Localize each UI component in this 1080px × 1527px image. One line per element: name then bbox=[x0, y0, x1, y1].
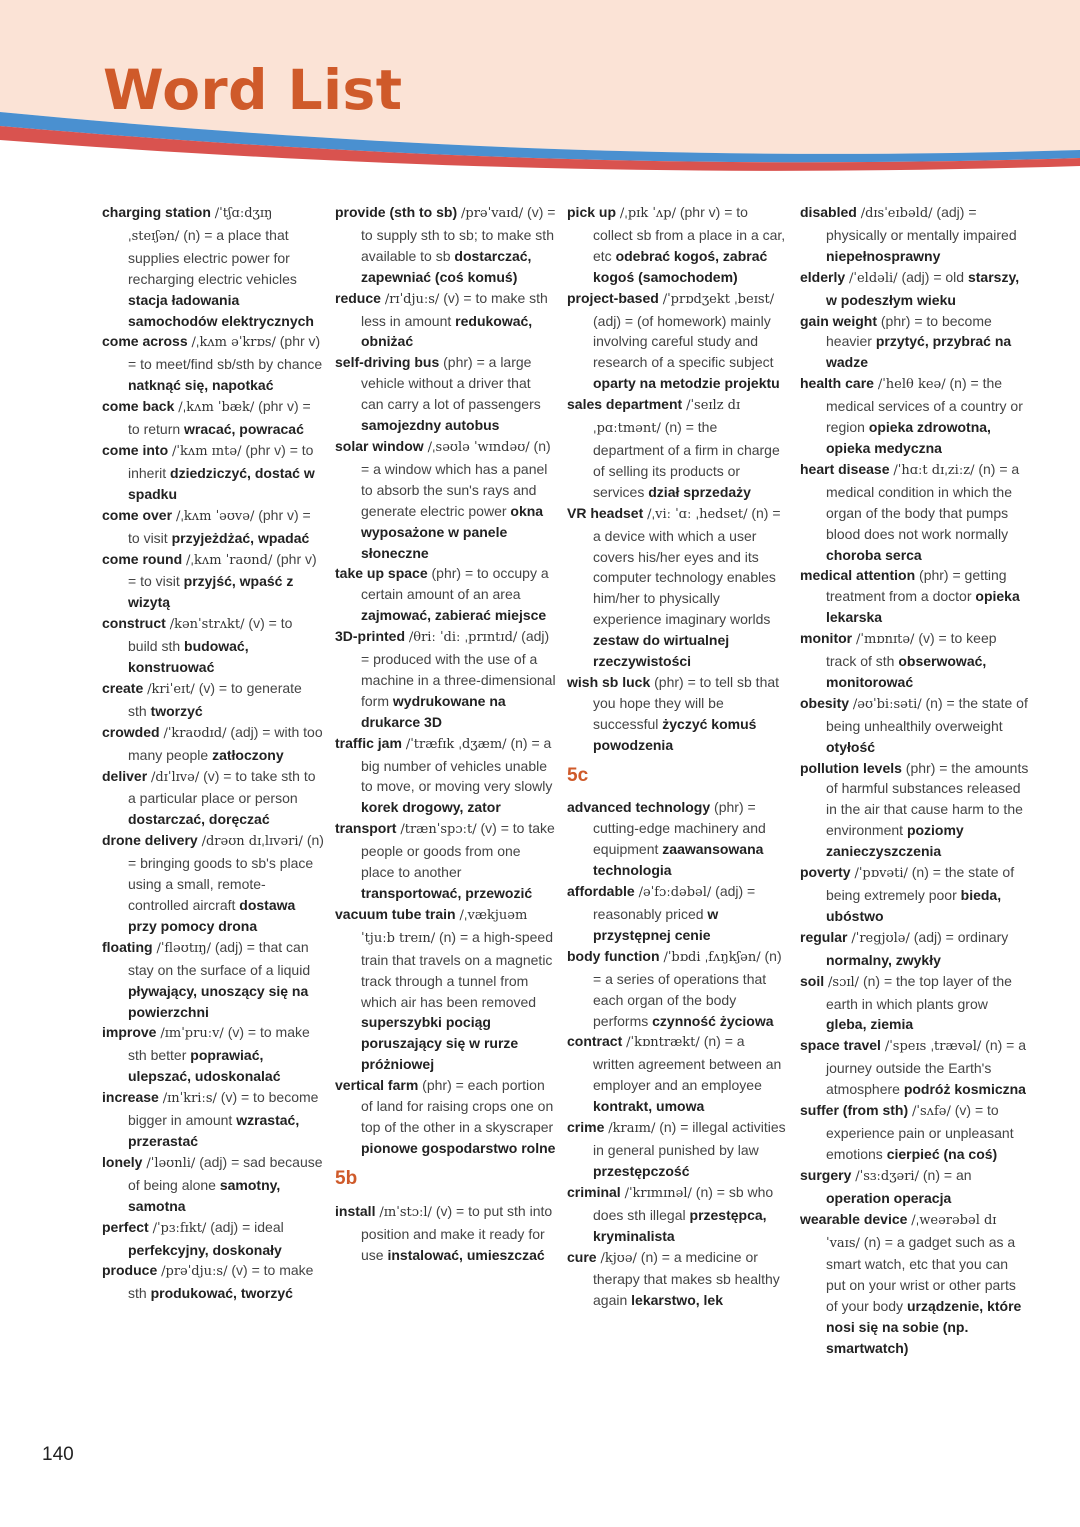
translation: życzyć komuś powodzenia bbox=[593, 715, 757, 753]
definition: (v) = to take people or goods from one place to another bbox=[361, 820, 555, 881]
word-entry bbox=[567, 394, 789, 503]
phonetic: /ˌkʌm əˈkrɒs/ bbox=[191, 335, 276, 351]
definition: (adj) = sad because of being alone bbox=[128, 1153, 323, 1193]
phonetic: /əʊˈbiːsəti/ bbox=[852, 696, 922, 712]
phonetic: /ˌsəʊlə ˈwɪndəʊ/ bbox=[427, 439, 530, 455]
headword: project-based bbox=[567, 289, 659, 306]
definition: (phr) = a large vehicle without a driver that can carry a lot of passengers bbox=[361, 354, 541, 413]
phonetic: /ˌkʌm ˈraʊnd/ bbox=[186, 552, 273, 568]
definition: (adj) = physically or mentally impaired bbox=[826, 204, 1017, 243]
definition: (adj) = (of homework) mainly involving careful study and research of a specific subject bbox=[593, 312, 774, 371]
column-3 bbox=[567, 202, 789, 1311]
word-entry bbox=[567, 288, 789, 395]
headword: reduce bbox=[335, 289, 381, 306]
definition: (n) = the state of being extremely poor bbox=[826, 864, 1015, 903]
word-entry bbox=[800, 1100, 1030, 1165]
word-entry bbox=[567, 1247, 789, 1312]
definition: (n) = a gadget such as a smart watch, etc that you can put on your wrist or other parts of your body bbox=[826, 1233, 1016, 1315]
word-entry bbox=[567, 202, 789, 288]
phonetic: /drəʊn dɪˌlɪvəri/ bbox=[201, 834, 303, 850]
headword: advanced technology bbox=[567, 799, 711, 816]
headword: heart disease bbox=[800, 460, 890, 477]
headword: wearable device bbox=[800, 1210, 908, 1227]
word-entry bbox=[800, 459, 1030, 566]
translation: czynność życiowa bbox=[652, 1012, 774, 1029]
phonetic: /ɪmˈpruːv/ bbox=[160, 1026, 224, 1042]
phonetic: /prəˈdjuːs/ bbox=[161, 1264, 228, 1280]
translation: wracać, powracać bbox=[184, 421, 304, 438]
phonetic: /dɪˈlɪvə/ bbox=[151, 769, 200, 785]
word-entry bbox=[102, 1022, 324, 1087]
translation: odebrać kogoś, zabrać kogoś (samochodem) bbox=[593, 247, 768, 285]
translation: wzrastać, przerastać bbox=[128, 1112, 300, 1149]
headword: traffic jam bbox=[335, 734, 402, 751]
phonetic: /ˈkraʊdɪd/ bbox=[163, 725, 227, 741]
definition: (adj) = that can stay on the surface of a liquid bbox=[128, 938, 311, 978]
word-entry bbox=[335, 436, 557, 563]
phonetic: /ˌpɪk ˈʌp/ bbox=[619, 206, 676, 221]
word-entry bbox=[567, 797, 789, 881]
translation: opieka zdrowotna, opieka medyczna bbox=[826, 419, 991, 456]
translation: dostawa przy pomocy drona bbox=[128, 897, 296, 934]
translation: dział sprzedaży bbox=[648, 483, 751, 500]
definition: (phr v) = to collect sb from a place in a car, etc bbox=[593, 204, 786, 264]
page-title: Word List bbox=[103, 58, 403, 122]
headword: come round bbox=[102, 550, 183, 567]
translation: redukować, obniżać bbox=[361, 312, 533, 350]
translation: zestaw do wirtualnej rzeczywistości bbox=[593, 632, 730, 670]
headword: affordable bbox=[567, 883, 635, 900]
word-entry bbox=[335, 626, 557, 733]
word-entry bbox=[335, 288, 557, 353]
column-4 bbox=[800, 202, 1030, 1359]
headword: obesity bbox=[800, 694, 850, 711]
word-entry bbox=[335, 904, 557, 1075]
headword: self-driving bus bbox=[335, 354, 440, 371]
word-entry bbox=[800, 971, 1030, 1036]
definition: (v) = to build sth bbox=[128, 615, 293, 655]
headword: lonely bbox=[102, 1153, 143, 1170]
headword: criminal bbox=[567, 1183, 621, 1200]
definition: (n) = a big number of vehicles unable to move, or moving very slowly bbox=[361, 734, 553, 795]
headword: pollution levels bbox=[800, 759, 902, 776]
phonetic: /ˈeldəli/ bbox=[849, 270, 898, 286]
phonetic: /ˈpɜːfɪkt/ bbox=[152, 1220, 207, 1236]
phonetic: /ˈləʊnli/ bbox=[146, 1155, 196, 1171]
translation: obserwować, monitorować bbox=[826, 653, 987, 690]
translation: bieda, ubóstwo bbox=[826, 887, 1002, 924]
word-entry bbox=[567, 503, 789, 672]
phonetic: /ˈtʃɑːdʒɪŋ ˌsteɪʃən/ bbox=[128, 206, 273, 244]
word-entry bbox=[102, 1217, 324, 1261]
phonetic: /ˈseɪlz dɪˌpɑːtmənt/ bbox=[593, 398, 741, 437]
word-entry bbox=[102, 1260, 324, 1304]
headword: sales department bbox=[567, 396, 683, 413]
headword: construct bbox=[102, 615, 166, 632]
word-entry bbox=[102, 396, 324, 440]
phonetic: /əˈfɔːdəbəl/ bbox=[638, 885, 712, 901]
definition: (phr v) = to inherit bbox=[128, 441, 314, 481]
translation: samotny, samotna bbox=[128, 1176, 281, 1214]
headword: transport bbox=[335, 820, 397, 837]
definition: (v) = to put sth into position and make it ready for use bbox=[361, 1202, 553, 1263]
word-entry bbox=[800, 373, 1030, 459]
word-entry bbox=[335, 563, 557, 626]
translation: przestępca, kryminalista bbox=[593, 1206, 767, 1244]
definition: (n) = a journey outside the Earth's atmosphere bbox=[826, 1037, 1027, 1098]
translation: poprawiać, ulepszać, udoskonalać bbox=[128, 1047, 281, 1085]
definition: (n) = sb who does sth illegal bbox=[593, 1183, 774, 1223]
headword: suffer (from sth) bbox=[800, 1102, 909, 1119]
definition: (n) = a window which has a panel to absorb the sun's rays and generate electric power bbox=[361, 437, 551, 519]
definition: (n) = a high-speed train that travels on a magnetic track through a tunnel from which air has been removed bbox=[361, 928, 553, 1010]
word-entry bbox=[800, 628, 1030, 693]
translation: tworzyć bbox=[150, 702, 203, 719]
column-2 bbox=[335, 202, 557, 1265]
translation: cierpieć (na coś) bbox=[886, 1145, 998, 1162]
translation: w przystępnej cenie bbox=[593, 906, 719, 943]
word-entry bbox=[567, 672, 789, 756]
headword: space travel bbox=[800, 1037, 881, 1054]
headword: produce bbox=[102, 1262, 158, 1279]
word-entry bbox=[335, 1201, 557, 1266]
phonetic: /sɔɪl/ bbox=[828, 974, 860, 990]
word-entry bbox=[102, 1087, 324, 1152]
phonetic: /ˌkʌm ˈəʊvə/ bbox=[175, 508, 255, 524]
headword: come over bbox=[102, 506, 173, 523]
phonetic: /dɪsˈeɪbəld/ bbox=[860, 206, 933, 221]
headword: poverty bbox=[800, 864, 851, 881]
headword: crime bbox=[567, 1119, 605, 1136]
word-entry bbox=[800, 1165, 1030, 1209]
word-entry bbox=[335, 352, 557, 436]
word-entry bbox=[102, 678, 324, 722]
definition: (v) = to generate sth bbox=[128, 679, 302, 719]
word-entry bbox=[102, 766, 324, 831]
translation: starszy, w podeszłym wieku bbox=[826, 268, 1020, 308]
word-entry bbox=[800, 1209, 1030, 1359]
definition: (n) = the top layer of the earth in which plants grow bbox=[826, 972, 1012, 1012]
word-entry bbox=[800, 267, 1030, 311]
word-entry bbox=[800, 565, 1030, 628]
word-entry bbox=[800, 758, 1030, 863]
word-entry bbox=[102, 331, 324, 396]
phonetic: /trænˈspɔːt/ bbox=[400, 822, 477, 838]
translation: przyjeżdżać, wpadać bbox=[171, 529, 310, 546]
headword: drone delivery bbox=[102, 832, 198, 849]
definition: (adj) = reasonably priced bbox=[593, 883, 756, 922]
phonetic: /ˈfləʊtɪŋ/ bbox=[156, 940, 211, 956]
headword: charging station bbox=[102, 204, 211, 220]
phonetic: /ˈkʌm ɪntə/ bbox=[172, 443, 242, 459]
headword: crowded bbox=[102, 723, 160, 740]
translation: lekarstwo, lek bbox=[631, 1292, 723, 1309]
phonetic: /ˌkʌm ˈbæk/ bbox=[178, 400, 255, 416]
translation: gleba, ziemia bbox=[826, 1016, 914, 1033]
headword: gain weight bbox=[800, 312, 877, 329]
definition: (n) = a medicine or therapy that makes sb healthy again bbox=[593, 1248, 780, 1309]
translation: transportować, przewozić bbox=[361, 885, 533, 901]
phonetic: /ˈbɒdi ˌfʌŋkʃən/ bbox=[663, 949, 761, 965]
definition: (v) = to take sth to a particular place or person bbox=[128, 767, 316, 807]
word-entry bbox=[800, 927, 1030, 971]
word-entry bbox=[567, 1031, 789, 1117]
definition: (adj) = produced with the use of a machine in a three-dimensional form bbox=[361, 628, 556, 709]
phonetic: /ˈsɜːdʒəri/ bbox=[855, 1168, 919, 1184]
translation: choroba serca bbox=[826, 546, 922, 563]
translation: samojezdny autobus bbox=[361, 417, 500, 434]
definition: (n) = a medical condition in which the organ of the body that pumps blood does not work normally bbox=[826, 460, 1020, 542]
definition: (phr) = cutting-edge machinery and equipment bbox=[593, 799, 766, 858]
word-entry bbox=[102, 937, 324, 1023]
word-entry bbox=[567, 946, 789, 1032]
translation: okna wyposażone w panele słoneczne bbox=[361, 502, 544, 561]
translation: superszybki pociąg poruszający się w rurze próżniowej bbox=[361, 1014, 519, 1073]
translation: instalować, umieszczać bbox=[387, 1246, 545, 1263]
definition: (n) = the department of a firm in charge of selling its products or services bbox=[593, 419, 780, 500]
headword: disabled bbox=[800, 204, 857, 220]
phonetic: /prəˈvaɪd/ bbox=[461, 206, 524, 221]
translation: natknąć się, napotkać bbox=[128, 377, 274, 394]
word-entry bbox=[102, 202, 324, 331]
translation: przytyć, przybrać na wadze bbox=[826, 333, 1012, 371]
column-1 bbox=[102, 202, 324, 1304]
definition: (n) = a series of operations that each organ of the body performs bbox=[593, 947, 782, 1029]
translation: wydrukowane na drukarce 3D bbox=[361, 692, 506, 730]
definition: (n) = a place that supplies electric power for recharging electric vehicles bbox=[128, 226, 297, 287]
word-entry bbox=[800, 1035, 1030, 1100]
translation: kontrakt, umowa bbox=[593, 1098, 705, 1115]
headword: cure bbox=[567, 1248, 597, 1265]
section-heading: 5c bbox=[567, 764, 589, 786]
translation: urządzenie, które nosi się na sobie (np. smartwatch) bbox=[826, 1298, 1022, 1357]
headword: floating bbox=[102, 938, 153, 955]
translation: pionowe gospodarstwo rolne bbox=[361, 1139, 556, 1156]
definition: (n) = the state of being unhealthily overweight bbox=[826, 694, 1028, 734]
headword: monitor bbox=[800, 630, 853, 647]
word-entry bbox=[335, 202, 557, 288]
phonetic: /θriː ˈdiː ˌprɪntɪd/ bbox=[408, 630, 518, 646]
definition: (v) = to become bigger in amount bbox=[128, 1089, 319, 1129]
phonetic: /ˈkrɪmɪnəl/ bbox=[624, 1185, 692, 1201]
definition: (n) = illegal activities in general punished by law bbox=[593, 1119, 786, 1158]
definition: (adj) = with too many people bbox=[128, 723, 323, 763]
headword: solar window bbox=[335, 437, 424, 454]
phonetic: /ˌweərəbəl dɪˈvaɪs/ bbox=[826, 1212, 997, 1251]
phonetic: /ˌvækjuəm ˈtjuːb treɪn/ bbox=[361, 907, 528, 946]
headword: regular bbox=[800, 928, 848, 945]
word-entry bbox=[567, 1117, 789, 1182]
phonetic: /ˈprɒdʒekt ˌbeɪst/ bbox=[662, 291, 775, 307]
headword: create bbox=[102, 679, 144, 696]
phonetic: /ˈpɒvəti/ bbox=[854, 866, 908, 882]
definition: (n) = an bbox=[922, 1166, 972, 1183]
definition: (v) = to make sth less in amount bbox=[361, 289, 548, 329]
definition: (phr) = the amounts of harmful substances released in the air that cause harm to the environment bbox=[826, 759, 1029, 839]
definition: (phr) = each portion of land for raising crops one on top of the other in a skyscraper bbox=[361, 1077, 554, 1135]
headword: medical attention bbox=[800, 567, 916, 584]
phonetic: /kjʊə/ bbox=[600, 1250, 637, 1266]
word-entry bbox=[800, 202, 1030, 267]
translation: normalny, zwykły bbox=[826, 951, 941, 968]
headword: soil bbox=[800, 972, 825, 989]
phonetic: /rɪˈdjuːs/ bbox=[384, 291, 440, 307]
headword: health care bbox=[800, 375, 874, 392]
definition: (phr v) = to visit bbox=[128, 550, 317, 590]
word-entry bbox=[102, 440, 324, 505]
section-heading: 5b bbox=[335, 1167, 358, 1189]
phonetic: /ˈtræfɪk ˌdʒæm/ bbox=[405, 736, 507, 752]
definition: (v) = to make sth bbox=[128, 1262, 314, 1302]
translation: niepełnosprawny bbox=[826, 247, 941, 264]
definition: (phr) = to become heavier bbox=[826, 312, 992, 350]
word-entry bbox=[102, 830, 324, 937]
headword: surgery bbox=[800, 1166, 852, 1183]
word-entry bbox=[102, 505, 324, 549]
definition: (phr v) = to return bbox=[128, 398, 311, 438]
phonetic: /ˈkɒntrækt/ bbox=[626, 1035, 700, 1051]
translation: podróż kosmiczna bbox=[903, 1081, 1026, 1098]
headword: come across bbox=[102, 333, 188, 350]
definition: (n) = a written agreement between an employer and an employee bbox=[593, 1033, 782, 1094]
phonetic: /ˈregjʊlə/ bbox=[851, 930, 910, 946]
translation: budować, konstruować bbox=[128, 638, 249, 676]
phonetic: /ˌviː ˈɑː ˌhedset/ bbox=[647, 506, 748, 522]
phonetic: /ˈsʌfə/ bbox=[912, 1104, 951, 1120]
definition: (n) = a device with which a user covers his/her eyes and its computer technology enables him/her to physically experience imaginary worlds bbox=[593, 504, 781, 628]
translation: produkować, tworzyć bbox=[150, 1285, 293, 1302]
definition: (n) = the medical services of a country or region bbox=[826, 375, 1023, 436]
phonetic: /ɪnˈstɔːl/ bbox=[379, 1204, 432, 1220]
headword: vacuum tube train bbox=[335, 905, 456, 922]
headword: provide (sth to sb) bbox=[335, 204, 458, 220]
translation: oparty na metodzie projektu bbox=[593, 375, 780, 392]
translation: pływający, unoszący się na powierzchni bbox=[128, 982, 309, 1020]
headword: increase bbox=[102, 1089, 159, 1106]
headword: deliver bbox=[102, 767, 148, 784]
definition: (n) = bringing goods to sb's place using a small, remote-controlled aircraft bbox=[128, 832, 324, 913]
translation: dostarczać, doręczać bbox=[128, 811, 270, 828]
definition: (v) = to make sth better bbox=[128, 1024, 310, 1064]
definition: (v) = to experience pain or unpleasant emotions bbox=[826, 1102, 1014, 1162]
definition: (adj) = ordinary bbox=[913, 928, 1009, 945]
translation: korek drogowy, zator bbox=[361, 799, 501, 816]
definition: (adj) = old bbox=[901, 268, 965, 285]
word-entry bbox=[335, 1075, 557, 1159]
phonetic: /ˈmɒnɪtə/ bbox=[856, 632, 915, 648]
translation: zatłoczony bbox=[212, 746, 284, 763]
phonetic: /kriˈeɪt/ bbox=[147, 681, 195, 697]
word-entry bbox=[335, 733, 557, 819]
definition: (adj) = ideal bbox=[210, 1218, 284, 1235]
translation: perfekcyjny, doskonały bbox=[128, 1241, 282, 1258]
page-number: 140 bbox=[42, 1444, 74, 1465]
translation: otyłość bbox=[826, 738, 876, 755]
translation: poziomy zanieczyszczenia bbox=[826, 822, 964, 860]
definition: (phr) = to tell sb that you hope they will be successful bbox=[593, 673, 780, 732]
translation: zajmować, zabierać miejsce bbox=[361, 607, 547, 624]
headword: improve bbox=[102, 1024, 157, 1041]
translation: zaawansowana technologia bbox=[593, 841, 764, 879]
headword: come back bbox=[102, 398, 175, 415]
translation: dziedziczyć, dostać w spadku bbox=[128, 464, 315, 502]
translation: stacja ładowania samochodów elektrycznych bbox=[128, 291, 314, 329]
translation: przyjść, wpaść z wizytą bbox=[128, 573, 294, 611]
translation: przestępczość bbox=[593, 1162, 690, 1179]
phonetic: /kənˈstrʌkt/ bbox=[169, 617, 245, 633]
phonetic: /kraɪm/ bbox=[608, 1121, 656, 1137]
headword: VR headset bbox=[567, 504, 644, 521]
headword: 3D-printed bbox=[335, 628, 405, 645]
word-entry bbox=[800, 311, 1030, 374]
phonetic: /ˈhɑːt dɪˌziːz/ bbox=[893, 462, 975, 478]
headword: vertical farm bbox=[335, 1077, 419, 1094]
definition: (phr) = to occupy a certain amount of an area bbox=[361, 565, 549, 603]
headword: elderly bbox=[800, 268, 846, 285]
phonetic: /ˈhelθ keə/ bbox=[877, 377, 946, 393]
word-entry bbox=[567, 1182, 789, 1247]
definition: (v) = to supply sth to sb; to make sth available to sb bbox=[361, 204, 556, 264]
headword: install bbox=[335, 1202, 376, 1219]
word-entry bbox=[567, 881, 789, 946]
definition: (phr v) = to meet/find sb/sth by chance bbox=[128, 333, 323, 373]
word-entry bbox=[102, 1152, 324, 1217]
phonetic: /ˈspeɪs ˌtrævəl/ bbox=[884, 1039, 982, 1055]
word-entry bbox=[102, 613, 324, 678]
word-entry bbox=[335, 818, 557, 904]
translation: opieka lekarska bbox=[826, 588, 1020, 626]
word-entry bbox=[800, 862, 1030, 927]
translation: operation operacja bbox=[826, 1189, 952, 1206]
headword: body function bbox=[567, 947, 660, 964]
headword: contract bbox=[567, 1033, 623, 1050]
phonetic: /ɪnˈkriːs/ bbox=[162, 1091, 217, 1107]
definition: (phr) = getting treatment from a doctor bbox=[826, 567, 1007, 605]
headword: pick up bbox=[567, 204, 617, 220]
word-entry bbox=[800, 693, 1030, 758]
headword: wish sb luck bbox=[567, 673, 651, 690]
word-entry bbox=[102, 549, 324, 614]
definition: (phr v) = to visit bbox=[128, 506, 311, 546]
word-entry bbox=[102, 722, 324, 766]
headword: take up space bbox=[335, 565, 428, 582]
headword: perfect bbox=[102, 1218, 149, 1235]
headword: come into bbox=[102, 441, 169, 458]
definition: (v) = to keep track of sth bbox=[826, 630, 997, 670]
translation: dostarczać, zapewniać (coś komuś) bbox=[361, 247, 532, 285]
